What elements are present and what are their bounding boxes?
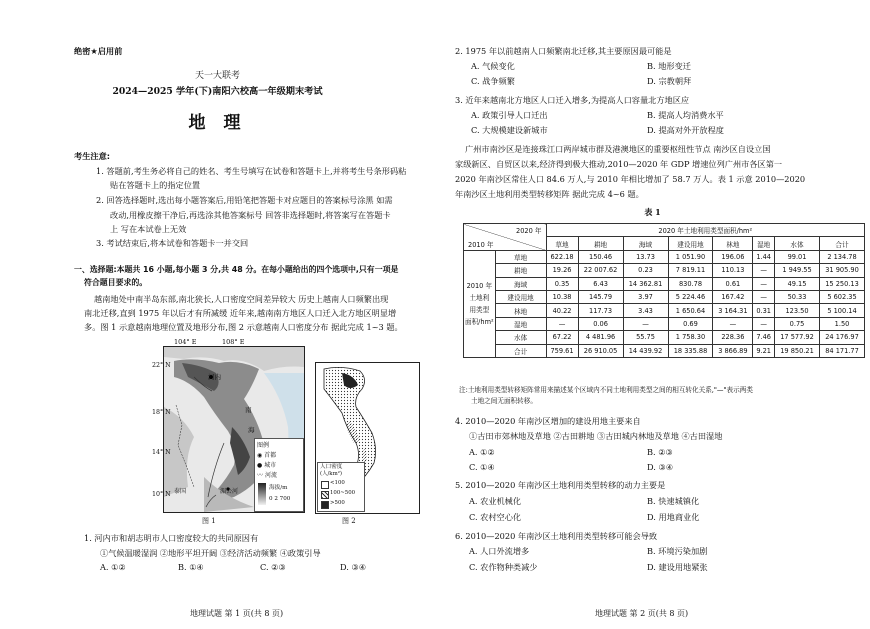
table-row — [464, 264, 865, 277]
column-header: 耕地 — [578, 237, 623, 250]
table-cell: 228.36 — [713, 331, 753, 344]
column-header: 海域 — [623, 237, 668, 250]
q6-option-d[interactable]: D. 建设用地紧张 — [647, 562, 708, 572]
table-cell: 830.78 — [668, 277, 713, 290]
table-cell: 2 134.78 — [820, 250, 865, 263]
legend-item: 城市 — [264, 462, 277, 469]
table-cell: 26 910.05 — [578, 344, 623, 357]
legend-title: 图例 — [257, 442, 270, 449]
table-header-row — [464, 224, 865, 237]
table-cell: 0.31 — [753, 304, 775, 317]
map1-lat3: 14° N — [152, 449, 171, 456]
section-title: 一、选择题:本题共 16 小题,每小题 3 分,共 48 分。在每小题给出的四个选项中,只有一项是 — [74, 265, 399, 274]
table-note-2: 土地之间无面积转移。 — [471, 397, 537, 405]
note-line: 改动,用橡皮擦干净后,再选涂其他答案标号 回答非选择题时,将答案写在答题卡 — [110, 210, 391, 220]
table-cell: 123.50 — [775, 304, 820, 317]
table-cell: 10.38 — [546, 290, 578, 303]
q4-items: ①古田市郊林地及草地 ②古田耕地 ③古田城内林地及草地 ④古田湿地 — [469, 431, 723, 441]
table-cell: 1 758.30 — [668, 331, 713, 344]
legend-title: 人口密度 — [320, 464, 343, 470]
table-cell: 84 171.77 — [820, 344, 865, 357]
table-cell: 15 250.13 — [820, 277, 865, 290]
elevation-ramp — [258, 483, 266, 505]
note-line: 2. 回答选择题时,选出每小题答案后,用铅笔把答题卡对应题目的答案标号涂黑 如需 — [96, 195, 393, 205]
q2-stem: 2. 1975 年以前越南人口频繁南北迁移,其主要原因最可能是 — [455, 46, 672, 56]
table-cell: 14 439.92 — [623, 344, 668, 357]
row-group-label — [464, 250, 496, 357]
row-group-label-line: 用类型 — [469, 305, 490, 314]
subject-title: 地 理 — [188, 113, 247, 133]
passage-line: 家级新区、自贸区以来,经济得到极大推动,2010—2020 年 GDP 增速位列广州市各区第一 — [455, 159, 783, 169]
table-cell: 3.43 — [623, 304, 668, 317]
table-cell: 5 602.35 — [820, 290, 865, 303]
table-cell: 196.06 — [713, 250, 753, 263]
table-cell: — — [753, 290, 775, 303]
q5-option-d[interactable]: D. 用地商业化 — [647, 512, 700, 522]
city-icon: ● — [257, 462, 263, 469]
elevation-label: 海拔/m — [269, 485, 288, 491]
table-body — [464, 250, 865, 357]
table-row — [464, 344, 865, 357]
legend-item: <100 — [330, 480, 345, 486]
note-line: 1. 答题前,考生务必将自己的姓名、考生号填写在试卷和答题卡上,并将考生号条形码粘 — [96, 166, 407, 176]
river-icon: 〰 — [257, 472, 264, 479]
q4-stem: 4. 2010—2020 年南沙区增加的建设用地主要来自 — [455, 416, 641, 426]
table-cell: 1 051.90 — [668, 250, 713, 263]
table-cell: 40.22 — [546, 304, 578, 317]
table-cell: 99.01 — [775, 250, 820, 263]
q3-option-b[interactable]: B. 提高人均消费水平 — [647, 110, 724, 120]
q3-option-c[interactable]: C. 大规模建设新城市 — [471, 125, 548, 135]
column-header: 水体 — [775, 237, 820, 250]
table-cell: 1.44 — [753, 250, 775, 263]
column-header: 合计 — [820, 237, 865, 250]
q1-option-d[interactable]: D. ③④ — [340, 562, 367, 572]
q1-option-a[interactable]: A. ①② — [100, 562, 126, 572]
place-label: 海 — [248, 426, 255, 434]
table-cell: 117.73 — [578, 304, 623, 317]
q4-option-a[interactable]: A. ①② — [469, 447, 495, 457]
table-cell: 0.35 — [546, 277, 578, 290]
place-label: 南 — [245, 406, 252, 414]
table-cell: 31 905.90 — [820, 264, 865, 277]
q3-stem: 3. 近年来越南北方地区人口迁入增多,为提高人口容量北方地区应 — [455, 95, 690, 105]
table-cell: — — [753, 277, 775, 290]
map1-legend — [254, 438, 304, 512]
legend-item: >500 — [330, 500, 345, 506]
land-use-table — [463, 223, 865, 358]
section-title-cont: 符合题目要求的。 — [84, 278, 148, 287]
table-cell: 3 164.31 — [713, 304, 753, 317]
table-cell: 4 481.96 — [578, 331, 623, 344]
q1-items: ①气候温暖湿润 ②地形平坦开阔 ③经济活动频繁 ④政策引导 — [100, 548, 321, 558]
table-note-1: 注:土地利用类型转移矩阵常用来描述某个区域内不同土地利用类型之间的相互转化关系,"—"表示两类 — [459, 386, 753, 394]
table-cell: 19 850.21 — [775, 344, 820, 357]
q6-option-b[interactable]: B. 环境污染加剧 — [647, 546, 708, 556]
table-row — [464, 290, 865, 303]
table-cell: 19.26 — [546, 264, 578, 277]
table-row — [464, 277, 865, 290]
row-header: 合计 — [495, 344, 546, 357]
row-header: 湿地 — [495, 317, 546, 330]
place-label-thailand: 泰国 — [174, 488, 187, 495]
column-header: 草地 — [546, 237, 578, 250]
column-header: 建设用地 — [668, 237, 713, 250]
table-row — [464, 304, 865, 317]
table-cell: 167.42 — [713, 290, 753, 303]
intro-line: 越南地处中南半岛东部,南北狭长,人口密度空间差异较大 历史上越南人口频繁出现 — [94, 294, 389, 304]
q1-option-c[interactable]: C. ②③ — [260, 562, 286, 572]
table-cell: 9.21 — [753, 344, 775, 357]
note-line: 3. 考试结束后,将本试卷和答题卡一并交回 — [96, 238, 249, 248]
row-header: 水体 — [495, 331, 546, 344]
note-line: 贴在答题卡上的指定位置 — [110, 180, 201, 190]
table-cell: 7 819.11 — [668, 264, 713, 277]
table-cell: 3.97 — [623, 290, 668, 303]
column-header: 林地 — [713, 237, 753, 250]
q1-option-b[interactable]: B. ①④ — [178, 562, 204, 572]
notes-title: 考生注意: — [74, 151, 111, 161]
figure2-caption: 图 2 — [342, 517, 356, 525]
row-header: 建设用地 — [495, 290, 546, 303]
map1-lat1: 22° N — [152, 362, 171, 369]
table-cell: 0.61 — [713, 277, 753, 290]
map1-lat2: 18° N — [152, 409, 171, 416]
q6-option-c[interactable]: C. 农作物种类减少 — [469, 562, 538, 572]
q2-option-b[interactable]: B. 地形变迁 — [647, 61, 691, 71]
q1-stem: 1. 河内市和胡志明市人口密度较大的共同原因有 — [84, 533, 259, 543]
q4-option-c[interactable]: C. ①④ — [469, 462, 495, 472]
table-cell: 17 577.92 — [775, 331, 820, 344]
passage-line: 年南沙区土地利用类型转移矩阵 据此完成 4~6 题。 — [455, 189, 644, 199]
legend-unit: (人/km²) — [320, 471, 342, 477]
table-cell: 0.69 — [668, 317, 713, 330]
capital-icon: ◉ — [257, 452, 263, 459]
table-row — [464, 317, 865, 330]
legend-item: 100~500 — [330, 490, 356, 496]
table-cell: 5 224.46 — [668, 290, 713, 303]
table-cell: — — [623, 317, 668, 330]
table-cell: 18 335.88 — [668, 344, 713, 357]
table-cell: 6.43 — [578, 277, 623, 290]
elevation-range: 0 2 700 — [269, 496, 291, 502]
table-cell: 0.06 — [578, 317, 623, 330]
table-cell: — — [753, 264, 775, 277]
secret-label: 绝密★启用前 — [74, 46, 123, 56]
row-header: 草地 — [495, 250, 546, 263]
row-group-label-line: 面积/hm² — [465, 317, 494, 326]
table-cell: 145.79 — [578, 290, 623, 303]
table-cell: 0.75 — [775, 317, 820, 330]
row-header: 海域 — [495, 277, 546, 290]
table-cell: — — [753, 317, 775, 330]
legend-item: 河流 — [264, 472, 277, 479]
map2-legend — [317, 462, 365, 512]
group-header: 2020 年土地利用类型面积/hm² — [546, 224, 865, 237]
table-cell: 55.75 — [623, 331, 668, 344]
table-cell: 5 100.14 — [820, 304, 865, 317]
table-cell: — — [713, 317, 753, 330]
table-row — [464, 331, 865, 344]
map1-lat4: 10° N — [152, 491, 171, 498]
q3-option-a[interactable]: A. 政策引导人口迁出 — [471, 110, 548, 120]
table-cell: 22 007.62 — [578, 264, 623, 277]
org-title: 天一大联考 — [194, 71, 240, 81]
table-cell: 67.22 — [546, 331, 578, 344]
q6-stem: 6. 2010—2020 年南沙区土地利用类型转移可能会导致 — [455, 531, 658, 541]
note-line: 上 写在本试卷上无效 — [110, 224, 187, 234]
table-cell: 0.23 — [623, 264, 668, 277]
table-cell: 50.33 — [775, 290, 820, 303]
q2-option-c[interactable]: C. 战争频繁 — [471, 76, 515, 86]
table-cell: 3 866.89 — [713, 344, 753, 357]
map1-lon2: 108° E — [222, 338, 245, 346]
table-cell: 1 949.55 — [775, 264, 820, 277]
table-cell: 7.46 — [753, 331, 775, 344]
corner-top: 2020 年 — [516, 227, 542, 235]
map1-lon1: 104° E — [174, 338, 197, 346]
table-cell: 1.50 — [820, 317, 865, 330]
table-cell: 622.18 — [546, 250, 578, 263]
column-header: 湿地 — [753, 237, 775, 250]
q2-option-d[interactable]: D. 宗教朝拜 — [647, 76, 692, 86]
legend-swatch-low — [321, 481, 329, 489]
row-group-label-line: 2010 年 — [466, 281, 493, 290]
q2-option-a[interactable]: A. 气候变化 — [471, 61, 515, 71]
footer-right: 地理试题 第 2 页(共 8 页) — [595, 609, 689, 618]
table-cell: 24 176.97 — [820, 331, 865, 344]
q5-option-a[interactable]: A. 农业机械化 — [469, 496, 522, 506]
corner-bottom: 2010 年 — [468, 240, 494, 249]
table-cell: 150.46 — [578, 250, 623, 263]
page-right — [435, 0, 870, 629]
table1-caption: 表 1 — [644, 207, 661, 217]
row-header: 林地 — [495, 304, 546, 317]
footer-left: 地理试题 第 1 页(共 8 页) — [190, 609, 284, 618]
passage-line: 广州市南沙区是连接珠江口两岸城市群及港澳地区的重要枢纽性节点 南沙区自设立国 — [465, 144, 771, 154]
table-cell: 13.73 — [623, 250, 668, 263]
table-corner — [464, 224, 547, 251]
place-label-hanoi: 河内 — [208, 373, 221, 381]
figure1-caption: 图 1 — [202, 517, 216, 525]
table-cell: 110.13 — [713, 264, 753, 277]
place-label-mekong: 湄公河 — [220, 488, 239, 495]
intro-line: 多。图 1 示意越南地理位置及地形分布,图 2 示意越南人口密度分布 据此完成 1~3 题。 — [84, 322, 403, 332]
table-cell: 14 362.81 — [623, 277, 668, 290]
q5-stem: 5. 2010—2020 年南沙区土地利用类型转移的动力主要是 — [455, 480, 666, 490]
exam-title: 2024—2025 学年(下)南阳六校高一年级期末考试 — [112, 86, 323, 97]
table-cell: 49.15 — [775, 277, 820, 290]
legend-item: 首都 — [264, 452, 277, 459]
q4-option-d[interactable]: D. ③④ — [647, 462, 674, 472]
intro-line: 南北迁移,直到 1975 年以后才有所减缓 近年来,越南南方地区人口迁入北方地区明显增 — [84, 308, 397, 318]
legend-swatch-mid — [321, 491, 329, 499]
q6-option-a[interactable]: A. 人口外流增多 — [469, 546, 530, 556]
q4-option-b[interactable]: B. ②③ — [647, 447, 673, 457]
table-cell: 759.61 — [546, 344, 578, 357]
row-group-label-line: 土地利 — [469, 293, 490, 302]
table-row — [464, 250, 865, 263]
table-cell: — — [546, 317, 578, 330]
legend-swatch-high — [321, 501, 329, 509]
row-header: 耕地 — [495, 264, 546, 277]
passage-line: 2020 年南沙区常住人口 84.6 万人,与 2010 年相比增加了 58.7 万人。表 1 示意 2010—2020 — [455, 174, 806, 184]
q5-option-b[interactable]: B. 快速城镇化 — [647, 496, 700, 506]
q5-option-c[interactable]: C. 农村空心化 — [469, 512, 522, 522]
q3-option-d[interactable]: D. 提高对外开放程度 — [647, 125, 724, 135]
table-cell: 1 650.64 — [668, 304, 713, 317]
